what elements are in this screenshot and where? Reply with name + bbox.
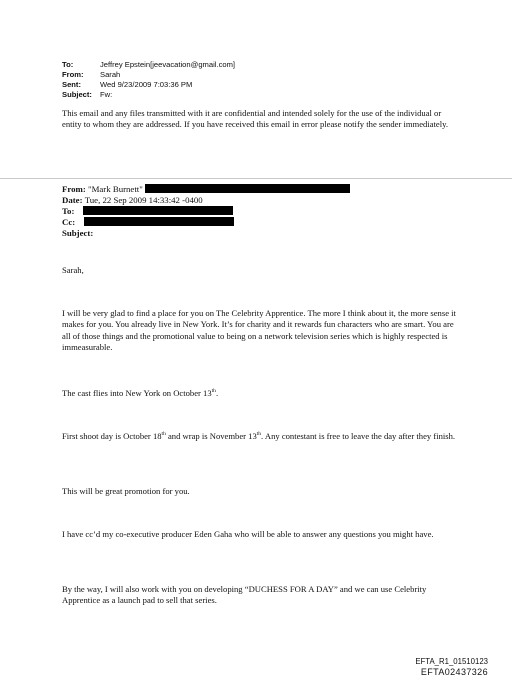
confidentiality-notice: This email and any files transmitted with it are confidential and intended solely for the use of the individual or entity to whom they are addressed. If you have received this email in error please notify the sender immediately. <box>62 108 449 130</box>
paragraph-3: First shoot day is October 18th and wrap is November 13th. Any contestant is free to leave the day after they finish. <box>62 431 456 441</box>
document-id-2: EFTA02437326 <box>420 667 488 677</box>
paragraph-2: The cast flies into New York on October 13th. <box>62 388 219 398</box>
fwd-subject-label: Subject: <box>62 228 94 238</box>
document-id-footer <box>415 657 488 678</box>
greeting: Sarah, <box>62 265 84 275</box>
fwd-date-value: Tue, 22 Sep 2009 14:33:42 -0400 <box>84 195 203 205</box>
fwd-from-value: "Mark Burnett" <box>87 184 143 194</box>
redaction <box>83 206 233 215</box>
fwd-cc-label: Cc: <box>62 217 76 227</box>
paragraph-1: I will be very glad to find a place for you on The Celebrity Apprentice. The more I think about it, the more sense it makes for you. You already live in New York. It’s for charity and it rewards fun characters who are smart. You are all of those things and the promotional value to being on a network television series which is highly respected is immeasurable. <box>62 308 456 353</box>
fwd-to-label: To: <box>62 206 75 216</box>
from-value: Sarah <box>100 70 121 79</box>
subject-label: Subject: <box>62 90 92 99</box>
redaction <box>145 184 350 193</box>
forwarded-header <box>62 184 350 239</box>
to-label: To: <box>62 60 74 69</box>
from-label: From: <box>62 70 84 79</box>
document-id-1: EFTA_R1_01510123 <box>415 657 488 666</box>
paragraph-4: This will be great promotion for you. <box>62 486 190 496</box>
fwd-date-label: Date: <box>62 195 83 205</box>
email-header <box>62 60 235 100</box>
divider <box>0 178 512 179</box>
fwd-from-label: From: <box>62 184 86 194</box>
subject-value: Fw: <box>100 90 113 99</box>
redaction <box>84 217 234 226</box>
paragraph-6: By the way, I will also work with you on developing “DUCHESS FOR A DAY” and we can use Celebrity Apprentice as a launch pad to sell that series. <box>62 584 427 606</box>
paragraph-5: I have cc’d my co-executive producer Eden Gaha who will be able to answer any questions you might have. <box>62 529 434 539</box>
sent-value: Wed 9/23/2009 7:03:36 PM <box>100 80 193 89</box>
to-value: Jeffrey Epstein[jeevacation@gmail.com] <box>100 60 236 69</box>
sent-label: Sent: <box>62 80 81 89</box>
